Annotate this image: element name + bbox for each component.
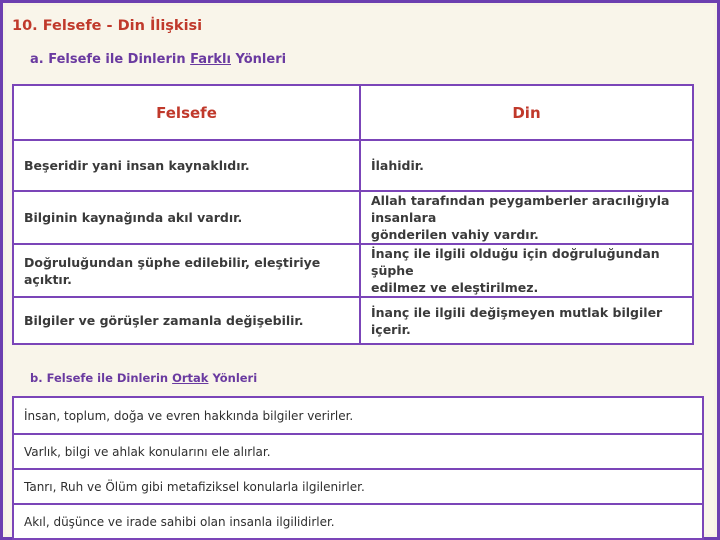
cell-din [360, 244, 693, 297]
header-felsefe: Felsefe [13, 85, 360, 140]
page-title: 10. Felsefe - Din İlişkisi [12, 18, 203, 34]
section-a-keyword: Farklı [190, 52, 231, 67]
table-row [13, 191, 693, 244]
table-row [13, 140, 693, 191]
cell-felsefe [13, 297, 360, 344]
list-item [13, 504, 703, 539]
cell-text: gönderilen vahiy vardır. [371, 227, 539, 242]
cell-felsefe [13, 244, 360, 297]
cell-din [360, 191, 693, 244]
section-a-prefix: a. Felsefe ile Dinlerin [30, 52, 191, 67]
list-item-text: İnsan, toplum, doğa ve evren hakkında bilgiler verirler. [13, 397, 703, 434]
cell-felsefe [13, 191, 360, 244]
table-header-row [13, 85, 693, 140]
section-a-heading [30, 52, 286, 67]
cell-text: İlahidir. [371, 158, 424, 173]
differences-table [12, 84, 694, 345]
list-item [13, 434, 703, 469]
section-a-suffix: Yönleri [230, 52, 287, 67]
table-row [13, 297, 693, 344]
list-item-text: Tanrı, Ruh ve Ölüm gibi metafiziksel konularla ilgilenirler. [13, 469, 703, 504]
cell-text: edilmez ve eleştirilmez. [371, 280, 539, 295]
cell-text: Bilgiler ve görüşler zamanla değişebilir. [24, 313, 304, 328]
list-item-text: Varlık, bilgi ve ahlak konularını ele alırlar. [13, 434, 703, 469]
cell-text: Bilginin kaynağında akıl vardır. [24, 210, 243, 225]
common-aspects-table [12, 396, 704, 540]
section-b-prefix: b. Felsefe ile Dinlerin [30, 371, 173, 385]
cell-din [360, 140, 693, 191]
cell-text: İnanç ile ilgili olduğu için doğruluğundan şüphe [371, 246, 660, 278]
cell-text: İnanç ile ilgili değişmeyen mutlak bilgiler içerir. [371, 304, 663, 337]
header-din: Din [360, 85, 693, 140]
section-b-suffix: Yönleri [208, 371, 258, 385]
cell-felsefe [13, 140, 360, 191]
cell-din [360, 297, 693, 344]
list-item [13, 397, 703, 434]
table-row [13, 244, 693, 297]
cell-text: Beşeridir yani insan kaynaklıdır. [24, 158, 250, 173]
cell-text: Allah tarafından peygamberler aracılığıyla insanlara [371, 193, 670, 225]
list-item-text: Akıl, düşünce ve irade sahibi olan insanla ilgilidirler. [13, 504, 703, 539]
list-item [13, 469, 703, 504]
section-b-keyword: Ortak [172, 371, 209, 385]
section-b-heading [30, 371, 257, 385]
cell-text: Doğruluğundan şüphe edilebilir, eleştiriye açıktır. [24, 254, 321, 287]
